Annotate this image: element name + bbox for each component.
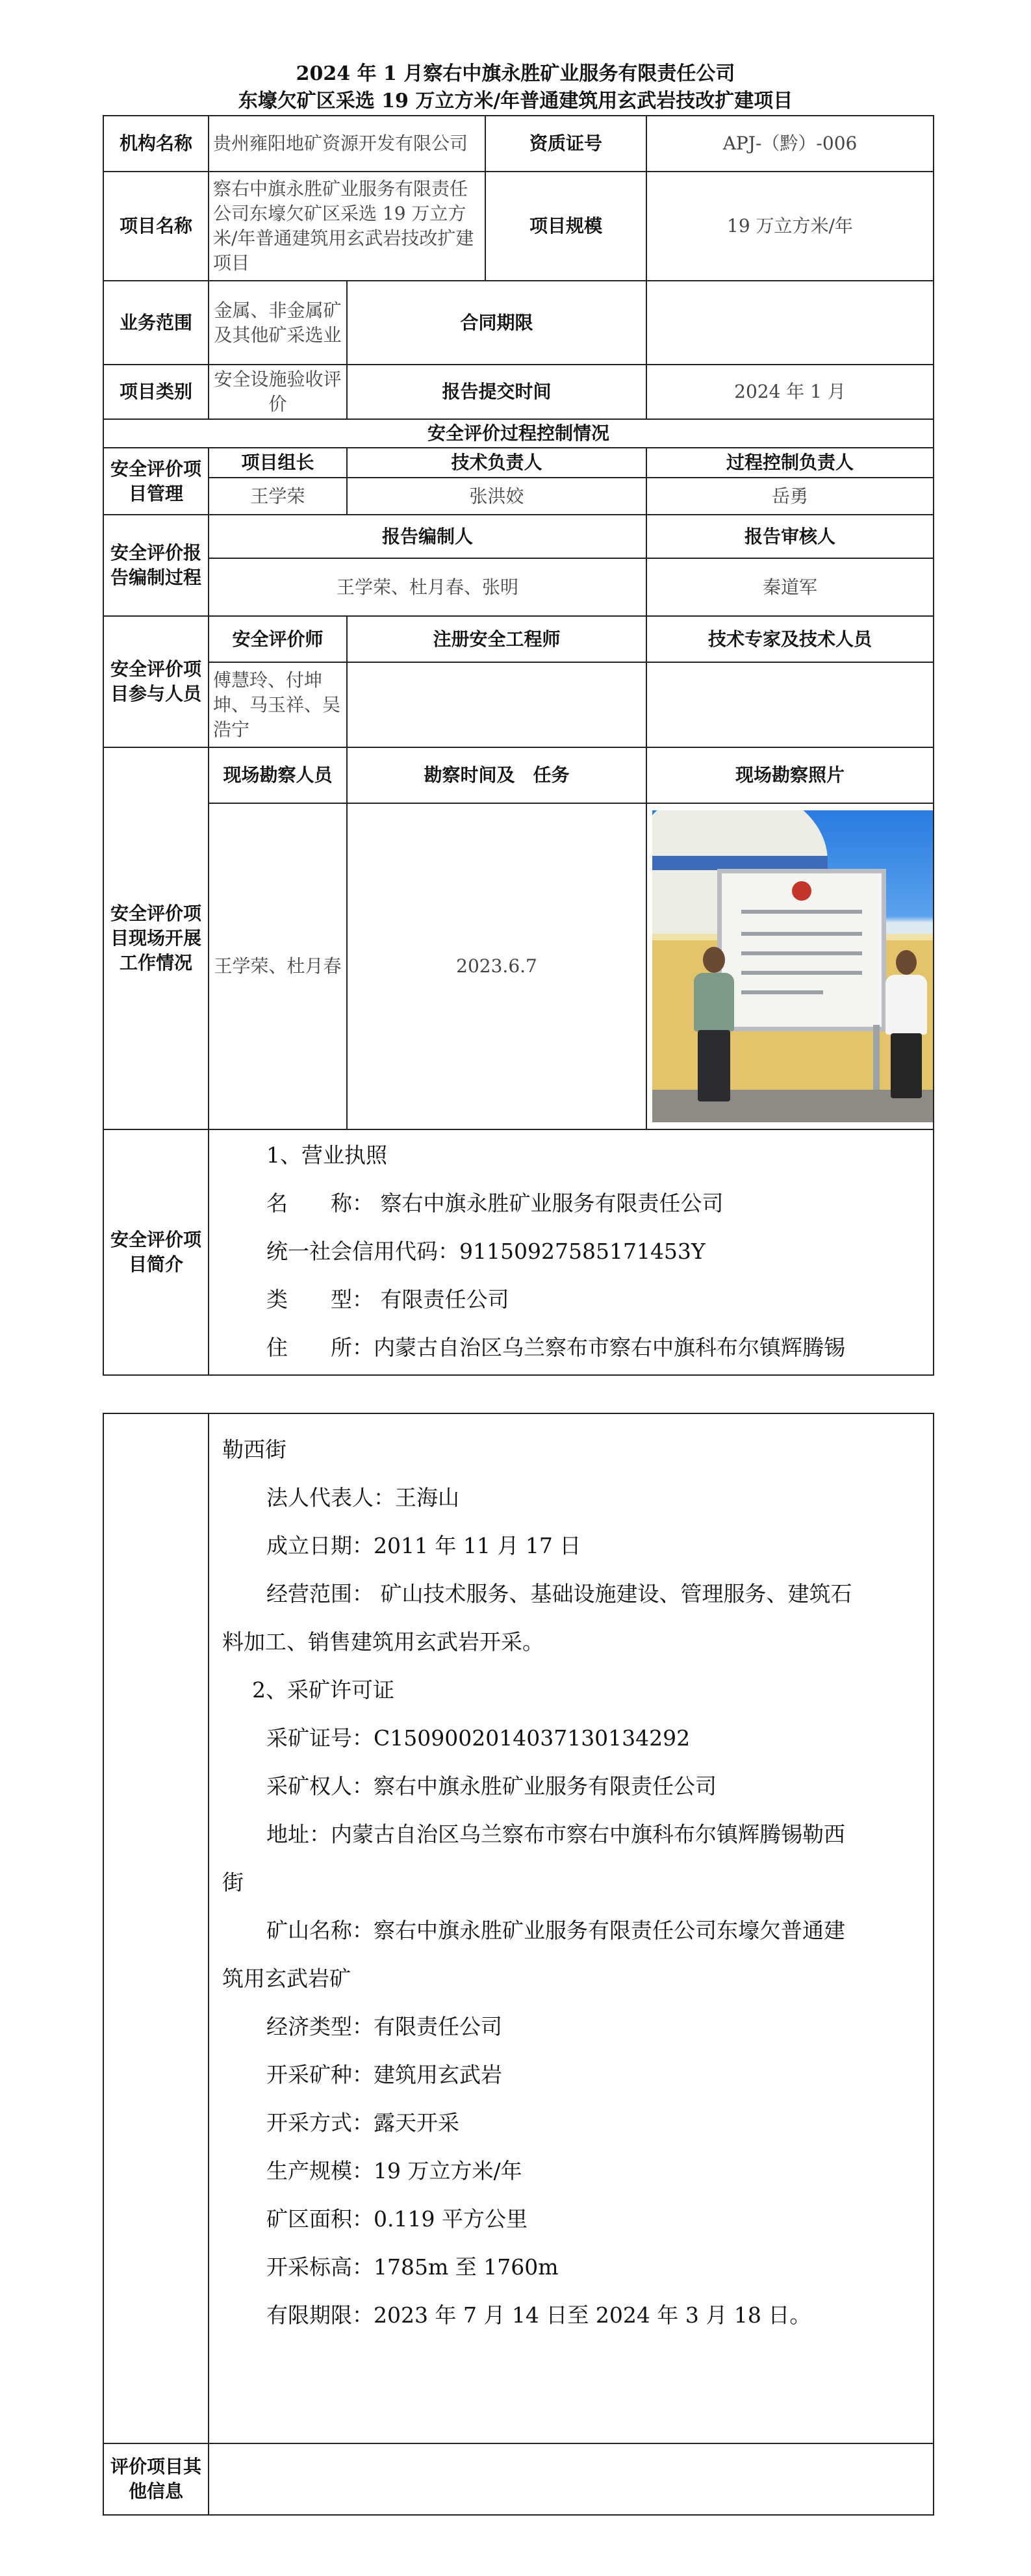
intro-line: 统一社会信用代码：91150927585171453Y xyxy=(266,1239,706,1264)
org-label: 机构名称 xyxy=(103,116,209,172)
row-report-header xyxy=(103,515,934,558)
intro-line: 名 称： 察右中旗永胜矿业服务有限责任公司 xyxy=(266,1191,724,1216)
intro-line: 生产规模：19 万立方米/年 xyxy=(266,2158,522,2183)
intro-content xyxy=(209,1129,934,1375)
other-info-value xyxy=(209,2443,934,2515)
row-other-info xyxy=(103,2443,934,2515)
intro-line: 类 型： 有限责任公司 xyxy=(266,1287,509,1312)
staff-experts xyxy=(646,662,934,747)
mgmt-control: 岳勇 xyxy=(646,478,934,515)
scope-value: 金属、非金属矿及其他矿采选业 xyxy=(209,281,347,365)
evaluation-info-table xyxy=(103,115,934,1376)
mgmt-header-control: 过程控制负责人 xyxy=(646,448,934,478)
intro-line: 采矿权人：察右中旗永胜矿业服务有限责任公司 xyxy=(266,1773,717,1799)
site-label: 安全评价项目现场开展工作情况 xyxy=(103,747,209,1129)
intro-line: 街 xyxy=(222,1870,244,1895)
intro-line: 有限期限：2023 年 7 月 14 日至 2024 年 3 月 18 日。 xyxy=(266,2302,811,2328)
intro-label-continued xyxy=(103,1413,209,2443)
row-org xyxy=(103,116,934,172)
row-site-header xyxy=(103,747,934,803)
intro-line: 开采矿种：建筑用玄武岩 xyxy=(266,2062,502,2087)
report-header-author: 报告编制人 xyxy=(209,515,646,558)
row-intro-continued xyxy=(103,1413,934,2443)
staff-header-evaluator: 安全评价师 xyxy=(209,616,347,662)
intro-line: 经营范围： 矿山技术服务、基础设施建设、管理服务、建筑石 xyxy=(266,1581,852,1606)
intro-line: 筑用玄武岩矿 xyxy=(222,1966,351,1991)
contract-label: 合同期限 xyxy=(347,281,646,365)
site-header-people: 现场勘察人员 xyxy=(209,747,347,803)
type-label: 项目类别 xyxy=(103,365,209,419)
report-label: 安全评价报告编制过程 xyxy=(103,515,209,616)
staff-label: 安全评价项目参与人员 xyxy=(103,616,209,747)
other-info-label: 评价项目其他信息 xyxy=(103,2443,209,2515)
row-mgmt-header xyxy=(103,448,934,478)
mgmt-header-leader: 项目组长 xyxy=(209,448,347,478)
site-survey-photo xyxy=(652,810,934,1122)
process-section-title: 安全评价过程控制情况 xyxy=(103,419,934,448)
report-time-label: 报告提交时间 xyxy=(347,365,646,419)
intro-line: 料加工、销售建筑用玄武岩开采。 xyxy=(222,1629,544,1655)
report-time-value: 2024 年 1 月 xyxy=(646,365,934,419)
row-report-values xyxy=(103,558,934,616)
site-photo-cell xyxy=(646,803,934,1129)
evaluation-info-table-continued xyxy=(103,1413,934,2516)
site-people: 王学荣、杜月春 xyxy=(209,803,347,1129)
mgmt-tech: 张洪姣 xyxy=(347,478,646,515)
scope-label: 业务范围 xyxy=(103,281,209,365)
row-staff-values xyxy=(103,662,934,747)
intro-label: 安全评价项目简介 xyxy=(103,1129,209,1375)
intro-line: 住 所：内蒙古自治区乌兰察布市察右中旗科布尔镇辉腾锡 xyxy=(266,1335,845,1360)
intro-line: 地址：内蒙古自治区乌兰察布市察右中旗科布尔镇辉腾锡勒西 xyxy=(266,1822,845,1847)
mining-license-board xyxy=(717,869,886,1031)
row-intro xyxy=(103,1129,934,1375)
row-staff-header xyxy=(103,616,934,662)
intro-line: 勒西街 xyxy=(222,1437,286,1462)
staff-header-experts: 技术专家及技术人员 xyxy=(646,616,934,662)
intro-line: 矿区面积：0.119 平方公里 xyxy=(266,2206,528,2232)
row-mgmt-values xyxy=(103,478,934,515)
document-title-line-2: 东壕欠矿区采选 19 万立方米/年普通建筑用玄武岩技改扩建项目 xyxy=(238,90,793,112)
staff-engineers xyxy=(347,662,646,747)
row-type xyxy=(103,365,934,419)
intro-line: 开采标高：1785m 至 1760m xyxy=(266,2254,559,2280)
report-header-reviewer: 报告审核人 xyxy=(646,515,934,558)
intro-content-continued xyxy=(209,1413,934,2443)
site-time: 2023.6.7 xyxy=(347,803,646,1129)
site-header-time: 勘察时间及 任务 xyxy=(347,747,646,803)
intro-line: 2、采矿许可证 xyxy=(252,1677,394,1703)
intro-line: 1、营业执照 xyxy=(266,1142,387,1168)
staff-header-engineer: 注册安全工程师 xyxy=(347,616,646,662)
contract-value xyxy=(646,281,934,365)
intro-line: 成立日期：2011 年 11 月 17 日 xyxy=(266,1533,581,1558)
row-project xyxy=(103,172,934,281)
project-label: 项目名称 xyxy=(103,172,209,281)
intro-line: 经济类型：有限责任公司 xyxy=(266,2014,502,2039)
scale-value: 19 万立方米/年 xyxy=(646,172,934,281)
mgmt-leader: 王学荣 xyxy=(209,478,347,515)
project-value: 察右中旗永胜矿业服务有限责任公司东壕欠矿区采选 19 万立方米/年普通建筑用玄武岩技改扩建项目 xyxy=(209,172,485,281)
mgmt-header-tech: 技术负责人 xyxy=(347,448,646,478)
report-reviewer: 秦道军 xyxy=(646,558,934,616)
scale-label: 项目规模 xyxy=(485,172,646,281)
mgmt-label: 安全评价项目管理 xyxy=(103,448,209,515)
org-value: 贵州雍阳地矿资源开发有限公司 xyxy=(209,116,485,172)
intro-line: 法人代表人：王海山 xyxy=(266,1485,459,1510)
intro-line: 矿山名称：察右中旗永胜矿业服务有限责任公司东壕欠普通建 xyxy=(266,1918,845,1943)
staff-evaluators: 傅慧玲、付坤坤、马玉祥、吴浩宁 xyxy=(209,662,347,747)
row-scope xyxy=(103,281,934,365)
cert-value: APJ-（黔）-006 xyxy=(646,116,934,172)
report-authors: 王学荣、杜月春、张明 xyxy=(209,558,646,616)
cert-label: 资质证号 xyxy=(485,116,646,172)
type-value: 安全设施验收评价 xyxy=(209,365,347,419)
row-site-values xyxy=(103,803,934,1129)
site-header-photo: 现场勘察照片 xyxy=(646,747,934,803)
document-title-line-1: 2024 年 1 月察右中旗永胜矿业服务有限责任公司 xyxy=(296,62,735,85)
intro-line: 开采方式：露天开采 xyxy=(266,2110,459,2135)
intro-line: 采矿证号：C1509002014037130134292 xyxy=(266,1725,691,1751)
row-section-title xyxy=(103,419,934,448)
